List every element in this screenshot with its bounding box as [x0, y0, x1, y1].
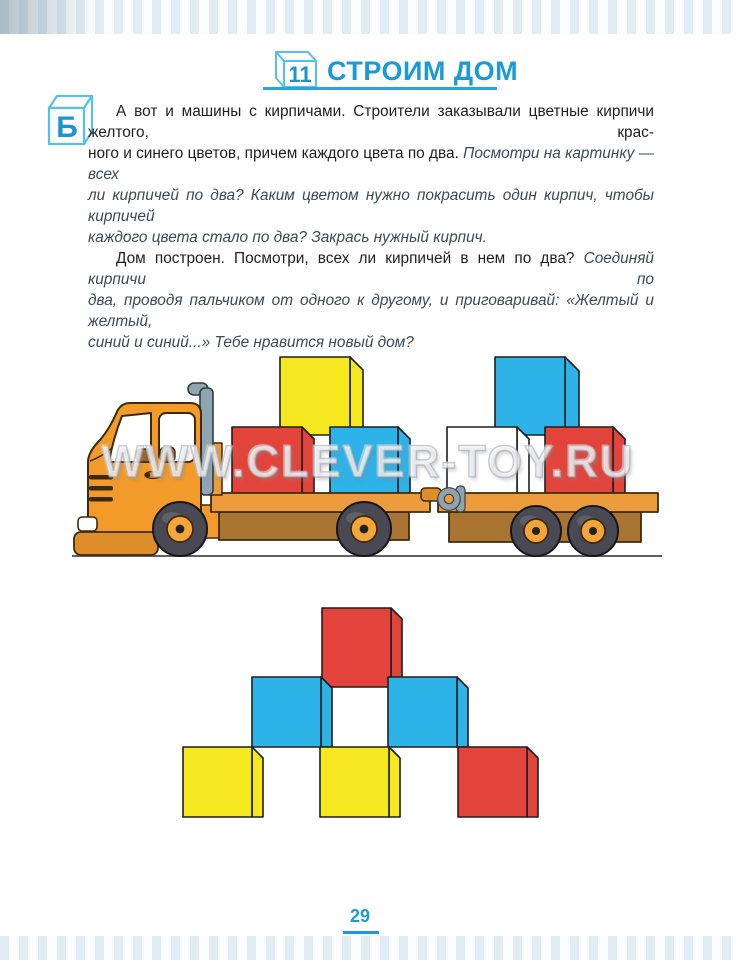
trailer-wheel	[511, 506, 561, 556]
watermark-text: WWW.CLEVER-TOY.RU	[101, 436, 635, 487]
truck-rear-wheel	[337, 502, 391, 556]
trailer-wheel	[568, 506, 618, 556]
brick-blue[interactable]	[388, 677, 468, 747]
brick-blue[interactable]	[495, 357, 579, 435]
paragraph-line: Дом построен. Посмотри, всех ли кирпичей в нем по два? Соединяй кирпичи по	[88, 250, 654, 288]
front-row-bricks	[232, 427, 625, 497]
truck-bed-rail	[211, 493, 430, 512]
instruction-text	[88, 101, 654, 353]
badge-number: 11	[288, 62, 312, 87]
grille-bar	[89, 475, 113, 480]
grille-bar	[89, 486, 113, 491]
brick-red[interactable]	[232, 427, 314, 497]
section-letter: Б	[56, 111, 78, 144]
bottom-stripe-border	[0, 936, 736, 960]
back-row-bricks	[280, 357, 579, 435]
brick-red[interactable]	[458, 747, 538, 817]
brick-red[interactable]	[545, 427, 625, 497]
page-number: 29	[349, 906, 371, 926]
headlight	[78, 517, 97, 531]
seat-headrest	[160, 447, 175, 462]
page-number-underline	[343, 931, 379, 934]
brick-yellow[interactable]	[183, 747, 263, 817]
brick-yellow[interactable]	[280, 357, 363, 435]
title-underline	[263, 87, 497, 90]
truck-illustration	[60, 330, 680, 570]
bumper	[74, 532, 158, 555]
truck-front-wheel	[153, 502, 207, 556]
page-title: СТРОИМ ДОМ	[327, 56, 519, 86]
paragraph-line: А вот и машины с кирпичами. Строители заказывали цветные кирпичи желтого, крас-	[88, 103, 654, 141]
brick-blue[interactable]	[330, 427, 410, 497]
paragraph-line: два, проводя пальчиком от одного к другому, и приговаривай: «Желтый и желтый,	[88, 292, 654, 330]
seat-headrest	[136, 449, 153, 462]
brick-yellow[interactable]	[320, 747, 400, 817]
paragraph-line: синий и синий...» Тебе нравится новый дом?	[88, 334, 414, 351]
house-bricks	[183, 608, 538, 817]
brick-red[interactable]	[322, 608, 402, 687]
paragraph-line: каждого цвета стало по два? Закрась нужный кирпич.	[88, 229, 487, 246]
paragraph-line: ного и синего цветов, причем каждого цвета по два. Посмотри на картинку — всех	[88, 145, 654, 183]
brick-blue[interactable]	[252, 677, 332, 747]
paragraph-line: ли кирпичей по два? Каким цветом нужно покрасить один кирпич, чтобы кирпичей	[88, 187, 654, 225]
top-stripe-border	[0, 0, 736, 34]
cube-badge-icon	[270, 49, 322, 91]
block-house-illustration	[170, 595, 570, 830]
grille-bar	[89, 497, 113, 502]
